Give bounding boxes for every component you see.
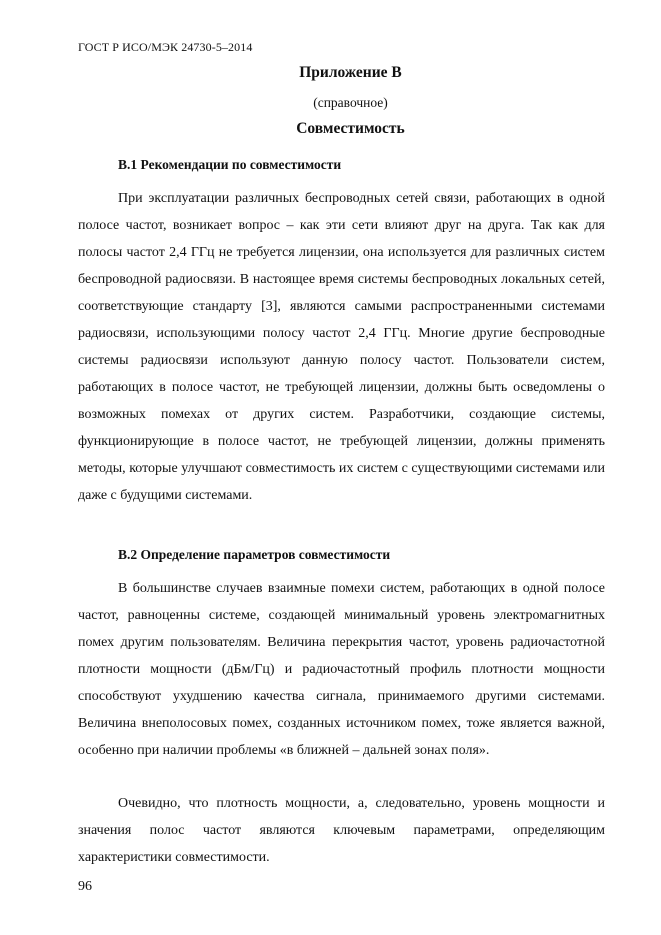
appendix-subtitle: (справочное) [313,95,388,110]
appendix-heading: Совместимость [296,120,405,137]
page-number: 96 [78,879,92,894]
section-heading-b1: В.1 Рекомендации по совместимости [118,157,342,172]
paragraph: В большинстве случаев взаимные помехи систем, работающих в одной полосе частот, равноценны системе, создающей минимальный уровень электромагнитных помех другим пользователям. Величина перекрытия частот, уровень радиочастотной плотности мощности (дБм/Гц) и радиочастотный профиль плотности мощности способствуют ухудшению качества сигнала, принимаемого другими системами. Величина внеполосовых помех, созданных источником помех, тоже является важной, особенно при наличии проблемы «в ближней – дальней зонах поля». [78,581,605,758]
document-header: ГОСТ Р ИСО/МЭК 24730-5–2014 [78,40,253,54]
section-heading-b2: В.2 Определение параметров совместимости [118,547,391,562]
paragraph: При эксплуатации различных беспроводных сетей связи, работающих в одной полосе частот, возникает вопрос – как эти сети влияют друг на друга. Так как для полосы частот 2,4 ГГц не требуется лицензии, она используется для различных систем беспроводной радиосвязи. В настоящее время системы беспроводных локальных сетей, соответствующие стандарту [3], являются самыми распространенными системами радиосвязи, использующими полосу частот 2,4 ГГц. Многие другие беспроводные системы радиосвязи используют данную полосу частот. Пользователи систем, работающих в полосе частот, не требующей лицензии, должны быть осведомлены о возможных помехах от других систем. Разработчики, создающие системы, функционирующие в полосе частот, не требующей лицензии, должны применять методы, которые улучшают совместимость их систем с существующими системами или даже с будущими системами. [78,191,605,503]
paragraph: Очевидно, что плотность мощности, а, следовательно, уровень мощности и значения полос частот являются ключевым параметрами, определяющим характеристики совместимости. [78,796,605,865]
appendix-title: Приложение В [299,64,402,81]
